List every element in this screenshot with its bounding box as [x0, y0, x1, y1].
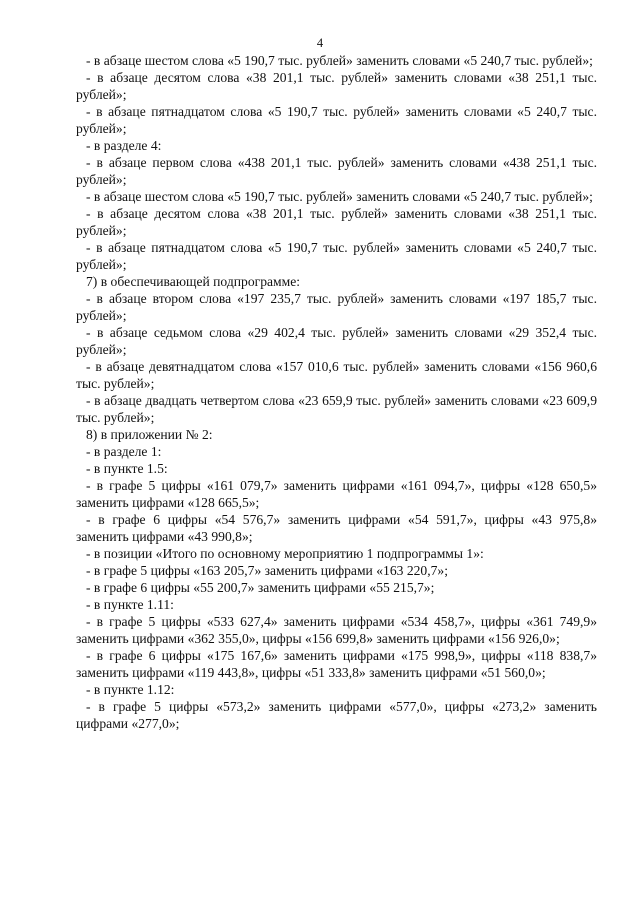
paragraph: - в графе 5 цифры «573,2» заменить цифрами «577,0», цифры «273,2» заменить цифрами «277,0»; — [76, 699, 597, 731]
paragraph: - в абзаце девятнадцатом слова «157 010,6 тыс. рублей» заменить словами «156 960,6 тыс. рублей»; — [76, 359, 597, 391]
paragraph: - в пункте 1.11: — [86, 597, 174, 612]
paragraph: - в абзаце седьмом слова «29 402,4 тыс. рублей» заменить словами «29 352,4 тыс. рублей»; — [76, 325, 597, 357]
paragraph: - в графе 5 цифры «163 205,7» заменить цифрами «163 220,7»; — [86, 563, 448, 578]
paragraph: - в разделе 4: — [86, 138, 162, 153]
paragraph: - в графе 6 цифры «175 167,6» заменить цифрами «175 998,9», цифры «118 838,7» заменить цифрами «119 443,8», цифры «51 333,8» заменить цифрами «51 560,0»; — [76, 648, 597, 680]
paragraph: - в графе 6 цифры «55 200,7» заменить цифрами «55 215,7»; — [86, 580, 435, 595]
paragraph: - в пункте 1.12: — [86, 682, 175, 697]
paragraph: - в абзаце втором слова «197 235,7 тыс. рублей» заменить словами «197 185,7 тыс. рублей»; — [76, 291, 597, 323]
paragraph: 7) в обеспечивающей подпрограмме: — [86, 274, 301, 289]
paragraph: - в абзаце десятом слова «38 201,1 тыс. рублей» заменить словами «38 251,1 тыс. рублей»; — [76, 206, 597, 238]
paragraph: - в абзаце шестом слова «5 190,7 тыс. рублей» заменить словами «5 240,7 тыс. рублей»; — [86, 53, 593, 68]
paragraph: - в абзаце первом слова «438 201,1 тыс. рублей» заменить словами «438 251,1 тыс. рублей»; — [76, 155, 597, 187]
paragraph: - в графе 6 цифры «54 576,7» заменить цифрами «54 591,7», цифры «43 975,8» заменить цифрами «43 990,8»; — [76, 512, 597, 544]
paragraph: - в графе 5 цифры «533 627,4» заменить цифрами «534 458,7», цифры «361 749,9» заменить цифрами «362 355,0», цифры «156 699,8» заменить цифрами «156 926,0»; — [76, 614, 597, 646]
paragraph: - в абзаце десятом слова «38 201,1 тыс. рублей» заменить словами «38 251,1 тыс. рублей»; — [76, 70, 597, 102]
paragraph: - в пункте 1.5: — [86, 461, 168, 476]
paragraph: - в позиции «Итого по основному мероприятию 1 подпрограммы 1»: — [86, 546, 484, 561]
paragraph: - в графе 5 цифры «161 079,7» заменить цифрами «161 094,7», цифры «128 650,5» заменить цифрами «128 665,5»; — [76, 478, 597, 510]
paragraph: - в абзаце шестом слова «5 190,7 тыс. рублей» заменить словами «5 240,7 тыс. рублей»; — [86, 189, 593, 204]
document-body — [76, 52, 597, 732]
paragraph: 8) в приложении № 2: — [86, 427, 213, 442]
paragraph: - в абзаце пятнадцатом слова «5 190,7 тыс. рублей» заменить словами «5 240,7 тыс. рублей»; — [76, 104, 597, 136]
paragraph: - в абзаце пятнадцатом слова «5 190,7 тыс. рублей» заменить словами «5 240,7 тыс. рублей»; — [76, 240, 597, 272]
page-number: 4 — [316, 36, 324, 50]
paragraph: - в разделе 1: — [86, 444, 162, 459]
paragraph: - в абзаце двадцать четвертом слова «23 659,9 тыс. рублей» заменить словами «23 609,9 тыс. рублей»; — [76, 393, 597, 425]
